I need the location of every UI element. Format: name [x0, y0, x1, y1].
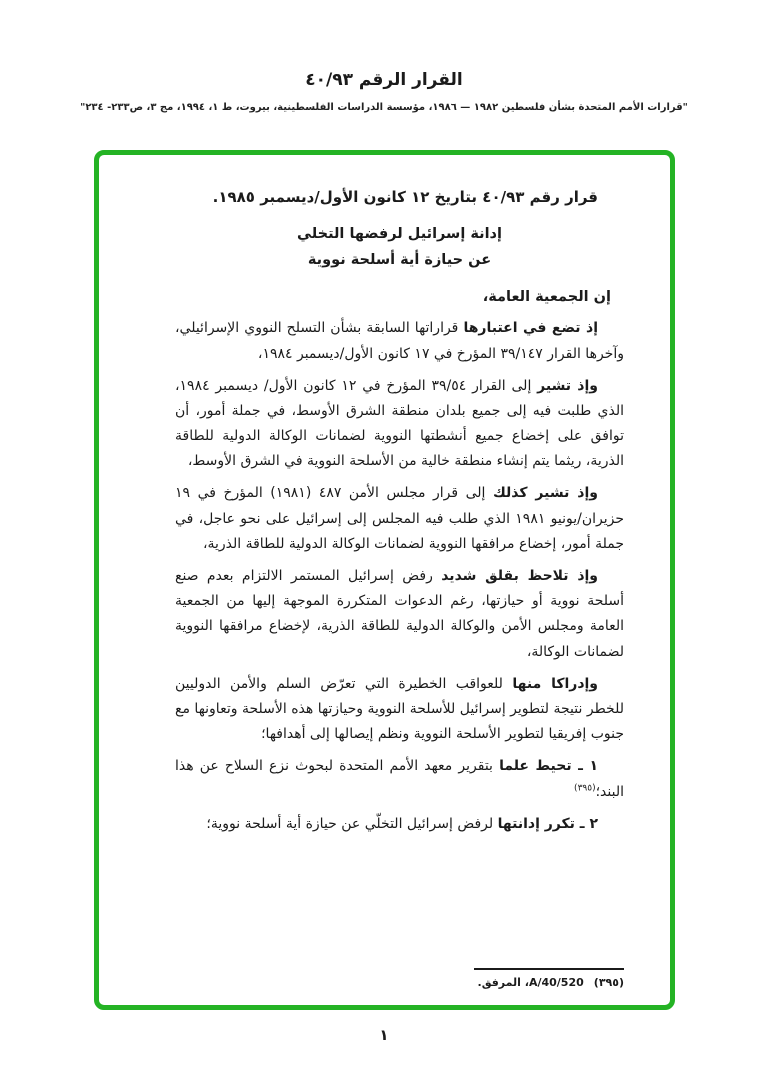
operative-paragraph-1	[175, 754, 624, 804]
paragraph-lead: تكرر إدانتها	[497, 815, 575, 832]
resolution-subtitle-line1: إدانة إسرائيل لرفضها التخلي	[297, 225, 502, 242]
source-citation: "قرارات الأمم المتحدة بشأن فلسطين ١٩٨٢ — ١٩٨٦، مؤسسة الدراسات الفلسطينية، بيروت، ط ١، ١٩٩٤، مج ٣، ص٢٣٣- ٢٣٤"	[80, 102, 688, 113]
footnote	[175, 976, 624, 989]
paragraph-lead: وإدراكا منها	[512, 675, 599, 692]
footnote-text: A/40/520، المرفق.	[477, 976, 584, 989]
footnote-ref: (٣٩٥)	[574, 782, 596, 793]
footnote-marker: (٣٩٥)	[593, 976, 624, 989]
preambular-paragraph-4	[175, 564, 624, 665]
preambular-paragraph-3	[175, 481, 624, 557]
paragraph-lead: إذ تضع في اعتبارها	[463, 320, 599, 337]
preambular-paragraph-1	[175, 316, 624, 366]
paragraph-number: ٢ ـ	[574, 815, 598, 832]
opening-line: إن الجمعية العامة،	[482, 288, 611, 305]
paragraph-lead: وإذ تشير	[537, 377, 598, 394]
paragraph-text: بتقرير معهد الأمم المتحدة لبحوث نزع السلاح عن هذا البند؛	[175, 758, 624, 800]
paragraph-lead: وإذ تشير كذلك	[492, 485, 598, 502]
resolution-heading: قرار رقم ٤٠/٩٣ بتاريخ ١٢ كانون الأول/ديسمبر ١٩٨٥.	[212, 188, 598, 206]
footnote-divider	[474, 968, 624, 970]
paragraph-text: قراراتها السابقة بشأن التسلح النووي الإسرائيلي، وآخرها القرار ٣٩/١٤٧ المؤرخ في ١٧ كانون الأول/ديسمبر ١٩٨٤،	[175, 320, 624, 362]
paragraph-text: لرفض إسرائيل التخلّي عن حيازة أية أسلحة نووية؛	[206, 815, 498, 832]
preambular-paragraph-2	[175, 374, 624, 475]
paragraph-text: إلى قرار مجلس الأمن ٤٨٧ (١٩٨١) المؤرخ في ١٩ حزيران/يونيو ١٩٨١ الذي طلب فيه المجلس إلى إسرائيل على نحو عاجل، في جملة أمور، إخضاع مرافقها النووية لضمانات الوكالة الدولية للطاقة الذرية،	[175, 485, 625, 552]
page-number: ١	[379, 1026, 389, 1044]
paragraph-lead: وإذ تلاحظ بقلق شديد	[441, 568, 599, 585]
paragraph-number: ١ ـ	[571, 758, 598, 775]
resolution-subtitle-line2: عن حيازة أية أسلحة نووية	[307, 251, 492, 268]
preambular-paragraph-5	[175, 672, 624, 748]
page-header	[0, 70, 768, 113]
paragraph-text: للعواقب الخطيرة التي تعرّض السلم والأمن الدوليين للخطر نتيجة لتطوير إسرائيل للأسلحة النووية وحيازتها هذه الأسلحة وتعاونها مع جنوب إفريقيا لتطوير الأسلحة النووية ونظم إيصالها إلى أهدافها؛	[175, 675, 624, 743]
paragraph-text: رفض إسرائيل المستمر الالتزام بعدم صنع أسلحة نووية أو حيازتها، رغم الدعوات المتكررة الموجهة إليها من الجمعية العامة ومجلس الأمن والوكالة الدولية للطاقة الذرية، لإخضاع مرافقها النووية لضمانات الوكالة،	[175, 568, 624, 660]
paragraph-lead: تحيط علما	[499, 758, 572, 775]
operative-paragraph-2	[175, 812, 624, 837]
footnote-section	[175, 958, 624, 989]
resolution-title: القرار الرقم ٤٠/٩٣	[305, 70, 463, 90]
paragraph-text: إلى القرار ٣٩/٥٤ المؤرخ في ١٢ كانون الأول/ ديسمبر ١٩٨٤، الذي طلبت فيه إلى جميع بلدان منطقة الشرق الأوسط، في جملة أمور، أن توافق على إخضاع جميع أنشطتها النووية لضمانات الوكالة الدولية للطاقة الذرية، ريثما يتم إنشاء منطقة خالية من الأسلحة النووية في الشرق الأوسط،	[175, 377, 624, 470]
document-frame	[94, 150, 675, 1010]
